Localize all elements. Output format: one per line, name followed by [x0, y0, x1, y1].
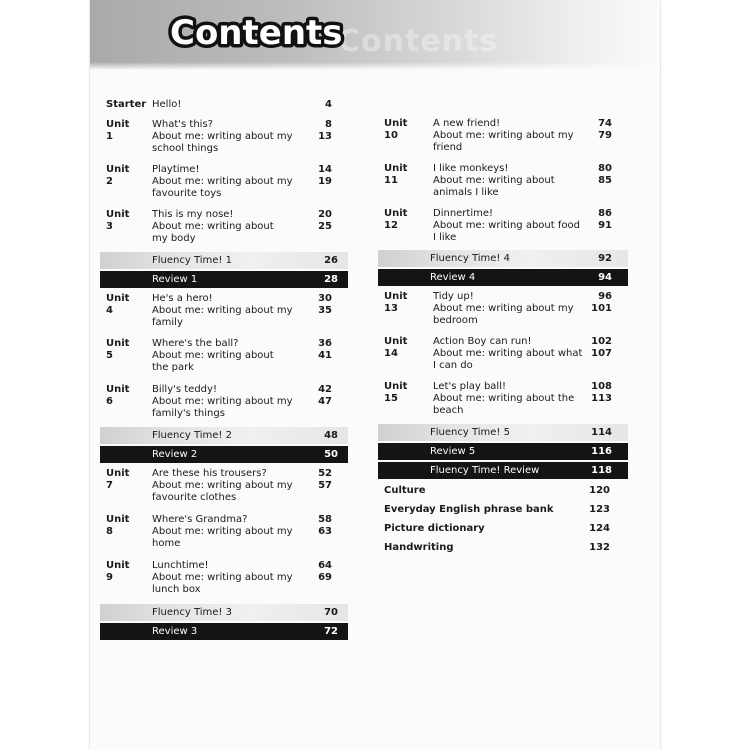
entry-page: 64: [318, 560, 332, 571]
entry-page: 20: [318, 209, 332, 220]
entry-subtitle-cont: I like: [433, 231, 457, 243]
fluency-time-review-bar[interactable]: [378, 462, 628, 479]
entry-subtitle: About me: writing about my: [152, 175, 293, 187]
header-watermark: Contents: [338, 24, 499, 59]
entry-subtitle: About me: writing about my: [152, 525, 293, 537]
entry-label: Starter: [106, 99, 147, 110]
entry-page: 80: [598, 163, 612, 174]
entry-label: Unit 6: [106, 384, 130, 407]
entry-page: 101: [591, 302, 612, 314]
bar-title: Fluency Time! Review: [430, 465, 540, 476]
entry-page: 124: [589, 523, 610, 534]
entry-label: Unit 15: [384, 381, 408, 404]
entry-title: Picture dictionary: [384, 523, 485, 534]
entry-title: Are these his trousers?: [152, 468, 267, 479]
page-title-text: Contents: [170, 13, 343, 53]
entry-subtitle-cont: I can do: [433, 359, 473, 371]
entry-page: 52: [318, 468, 332, 479]
bar-page: 116: [591, 446, 612, 457]
entry-page: 25: [318, 220, 332, 232]
entry-label: Unit 3: [106, 209, 130, 232]
bar-title: Review 2: [152, 449, 198, 460]
entry-page: 30: [318, 293, 332, 304]
entry-title: Action Boy can run!: [433, 336, 532, 347]
entry-title: What's this?: [152, 119, 213, 130]
entry-subtitle: About me: writing about my: [152, 479, 293, 491]
entry-title: Billy's teddy!: [152, 384, 217, 395]
entry-subtitle-cont: favourite toys: [152, 187, 222, 199]
entry-page: 57: [318, 479, 332, 491]
bar-title: Fluency Time! 5: [430, 427, 510, 438]
review-2-bar[interactable]: [100, 446, 348, 463]
entry-page: 85: [598, 174, 612, 186]
fluency-time-4-bar[interactable]: [378, 250, 628, 267]
entry-page: 91: [598, 219, 612, 231]
entry-subtitle: About me: writing about food: [433, 219, 580, 231]
entry-subtitle: About me: writing about: [433, 174, 555, 186]
entry-subtitle: About me: writing about: [152, 349, 274, 361]
entry-title: A new friend!: [433, 118, 501, 129]
bar-title: Fluency Time! 1: [152, 255, 232, 266]
entry-page: 36: [318, 338, 332, 349]
bar-page: 48: [324, 430, 338, 441]
entry-label: Unit 7: [106, 468, 130, 491]
entry-subtitle: About me: writing about my: [152, 571, 293, 583]
entry-page: 96: [598, 291, 612, 302]
entry-page: 79: [598, 129, 612, 141]
entry-title: He's a hero!: [152, 293, 213, 304]
entry-page: 86: [598, 208, 612, 219]
entry-label: Unit 2: [106, 164, 130, 187]
entry-title: Dinnertime!: [433, 208, 494, 219]
entry-subtitle-cont: beach: [433, 404, 464, 416]
bar-page: 70: [324, 607, 338, 618]
entry-subtitle: About me: writing about my: [433, 302, 574, 314]
bar-title: Fluency Time! 2: [152, 430, 232, 441]
entry-page: 132: [589, 542, 610, 553]
bar-title: Fluency Time! 4: [430, 253, 510, 264]
entry-subtitle-cont: animals I like: [433, 186, 499, 198]
entry-title: Let's play ball!: [433, 381, 506, 392]
entry-title: Where's the ball?: [152, 338, 239, 349]
header-fade: [90, 62, 660, 70]
entry-label: Unit 8: [106, 514, 130, 537]
page-title: [166, 8, 346, 56]
bar-page: 92: [598, 253, 612, 264]
review-1-bar[interactable]: [100, 271, 348, 288]
entry-page: 41: [318, 349, 332, 361]
entry-page: 63: [318, 525, 332, 537]
entry-title: Tidy up!: [433, 291, 474, 302]
entry-page: 35: [318, 304, 332, 316]
entry-page: 4: [325, 99, 332, 110]
entry-label: Unit 5: [106, 338, 130, 361]
entry-page: 14: [318, 164, 332, 175]
entry-page: 113: [591, 392, 612, 404]
entry-label: Unit 10: [384, 118, 408, 141]
bar-title: Review 3: [152, 626, 198, 637]
entry-subtitle-cont: family's things: [152, 407, 225, 419]
entry-label: Unit 9: [106, 560, 130, 583]
entry-title: Lunchtime!: [152, 560, 209, 571]
fluency-time-1-bar[interactable]: [100, 252, 348, 269]
entry-page: 120: [589, 485, 610, 496]
bar-page: 72: [324, 626, 338, 637]
entry-page: 102: [591, 336, 612, 347]
entry-page: 19: [318, 175, 332, 187]
entry-subtitle: About me: writing about: [152, 220, 274, 232]
fluency-time-2-bar[interactable]: [100, 427, 348, 444]
entry-subtitle-cont: the park: [152, 361, 194, 373]
entry-subtitle-cont: family: [152, 316, 183, 328]
entry-title: I like monkeys!: [433, 163, 509, 174]
bar-page: 94: [598, 272, 612, 283]
entry-title: Where's Grandma?: [152, 514, 248, 525]
entry-subtitle-cont: favourite clothes: [152, 491, 237, 503]
review-3-bar[interactable]: [100, 623, 348, 640]
entry-subtitle: About me: writing about the: [433, 392, 575, 404]
bar-title: Review 5: [430, 446, 476, 457]
entry-title: Culture: [384, 485, 426, 496]
entry-label: Unit 13: [384, 291, 408, 314]
entry-title: Playtime!: [152, 164, 200, 175]
entry-page: 47: [318, 395, 332, 407]
entry-page: 108: [591, 381, 612, 392]
entry-subtitle-cont: school things: [152, 142, 219, 154]
contents-page: [90, 0, 660, 750]
entry-subtitle: About me: writing about my: [152, 130, 293, 142]
entry-label: Unit 4: [106, 293, 130, 316]
entry-label: Unit 12: [384, 208, 408, 231]
entry-page: 58: [318, 514, 332, 525]
entry-page: 42: [318, 384, 332, 395]
bar-title: Fluency Time! 3: [152, 607, 232, 618]
fluency-time-5-bar[interactable]: [378, 424, 628, 441]
entry-subtitle: About me: writing about what: [433, 347, 583, 359]
entry-label: Unit 11: [384, 163, 408, 186]
entry-page: 8: [325, 119, 332, 130]
entry-subtitle: About me: writing about my: [152, 395, 293, 407]
entry-label: Unit 14: [384, 336, 408, 359]
bar-page: 28: [324, 274, 338, 285]
entry-title: Hello!: [152, 99, 182, 110]
bar-page: 50: [324, 449, 338, 460]
entry-page: 13: [318, 130, 332, 142]
entry-subtitle-cont: my body: [152, 232, 196, 244]
entry-page: 107: [591, 347, 612, 359]
entry-title: This is my nose!: [152, 209, 234, 220]
entry-subtitle: About me: writing about my: [433, 129, 574, 141]
entry-page: 69: [318, 571, 332, 583]
bar-page: 118: [591, 465, 612, 476]
bar-page: 26: [324, 255, 338, 266]
entry-subtitle-cont: bedroom: [433, 314, 478, 326]
bar-title: Review 4: [430, 272, 476, 283]
entry-subtitle-cont: friend: [433, 141, 463, 153]
entry-title: Everyday English phrase bank: [384, 504, 554, 515]
review-5-bar[interactable]: [378, 443, 628, 460]
bar-title: Review 1: [152, 274, 198, 285]
bar-page: 114: [591, 427, 612, 438]
entry-page: 123: [589, 504, 610, 515]
entry-title: Handwriting: [384, 542, 454, 553]
review-4-bar[interactable]: [378, 269, 628, 286]
entry-subtitle-cont: lunch box: [152, 583, 201, 595]
entry-subtitle: About me: writing about my: [152, 304, 293, 316]
entry-subtitle-cont: home: [152, 537, 181, 549]
fluency-time-3-bar[interactable]: [100, 604, 348, 621]
entry-label: Unit 1: [106, 119, 130, 142]
entry-page: 74: [598, 118, 612, 129]
